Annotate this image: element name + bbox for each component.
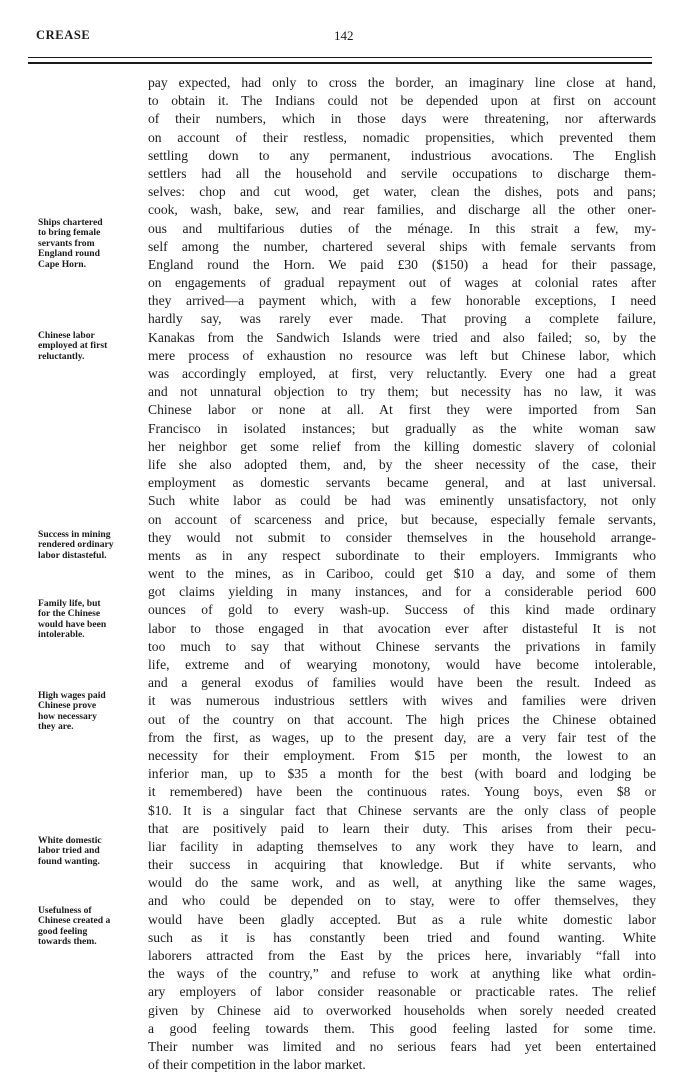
body-line: labor to those engaged in that avocation ever after distasteful It is not: [148, 620, 656, 636]
body-line: settlers had all the household and servile occupations to discharge them-: [148, 165, 656, 181]
body-line: on account of their restless, nomadic propensities, which prevented them: [148, 129, 656, 145]
body-line: inferior man, up to $35 a month for the best (with board and lodging be: [148, 766, 656, 782]
header-rule-thick: [28, 62, 652, 64]
body-line: ounces of gold to every wash-up. Success of this kind made ordinary: [148, 602, 656, 618]
margin-note-line: reluctantly.: [38, 350, 85, 362]
margin-note-line: Chinese created a: [38, 915, 111, 927]
body-line: necessity for their employment. From $15 per month, the lowest to an: [148, 747, 656, 763]
body-line: got claims yielding in many instances, and for a considerable period 600: [148, 584, 656, 600]
margin-note-line: they are.: [38, 721, 74, 733]
body-line: they arrived—a payment which, with a few honorable exceptions, I need: [148, 293, 656, 309]
body-line: such as it is has constantly been tried and found wanting. White: [148, 929, 656, 945]
margin-note-success-in-mining: [38, 530, 144, 561]
body-line: that are positively paid to learn their duty. This arises from their pecu-: [148, 820, 656, 836]
margin-note-line: White domestic: [38, 835, 102, 846]
body-line: Kanakas from the Sandwich Islands were tried and also failed; so, by the: [148, 329, 656, 345]
body-line: employment as domestic servants became general, and at last universal.: [148, 475, 656, 491]
body-line: too much to say that without Chinese servants the privations in family: [148, 638, 656, 654]
body-line: it remembered) have been the continuous rates. Young boys, even $8 or: [148, 784, 656, 800]
body-text: [148, 74, 656, 1074]
margin-note-line: employed at first: [38, 340, 108, 352]
running-head: CREASE: [36, 28, 91, 42]
body-line: hardly say, was rarely ever made. That proving a complete failure,: [148, 311, 656, 327]
body-line: would do the same work, and as well, at anything like the same wages,: [148, 875, 656, 891]
margin-note-line: labor tried and: [38, 845, 100, 857]
body-line: it was numerous industrious settlers with wives and families were driven: [148, 693, 656, 709]
body-line: the ways of the country,” and refuse to work at anything like what ordin-: [148, 966, 656, 982]
margin-note-line: would have been: [38, 618, 107, 630]
body-line: life, extreme and of wearying monotony, would have become intolerable,: [148, 657, 656, 672]
body-line: and who could be depended on to stay, were to offer themselves, they: [148, 893, 656, 909]
margin-note-line: Cape Horn.: [38, 258, 86, 270]
body-line: Francisco in isolated instances; but gradually as the white woman saw: [148, 420, 656, 436]
body-line: ments as in any respect subordinate to their employers. Immigrants who: [148, 547, 656, 563]
body-line: on engagements of gradual repayment out of wages at colonial rates after: [148, 275, 656, 291]
margin-note-line: intolerable.: [38, 629, 85, 641]
margin-note-white-domestic-labor: [38, 836, 144, 867]
margin-note-line: towards them.: [38, 936, 97, 948]
margin-note-usefulness: [38, 906, 144, 948]
body-line: went to the mines, as in Cariboo, could get $10 a day, and some of them: [148, 566, 656, 582]
margin-note-line: Chinese labor: [38, 330, 95, 341]
body-line: life she also adopted them, and, by the sheer necessity of the case, their: [148, 456, 656, 472]
body-line: and a general exodus of families would have been the result. Indeed as: [148, 675, 656, 691]
margin-note-line: England round: [38, 248, 100, 260]
margin-note-high-wages: [38, 691, 144, 733]
margin-note-line: Chinese prove: [38, 700, 97, 712]
margin-note-line: to bring female: [38, 227, 101, 239]
body-line: laborers attracted from the East by the prices here, invariably “fall into: [148, 948, 656, 963]
body-line: was accordingly employed, at first, very reluctantly. Every one had a great: [148, 366, 656, 381]
header-rule-thin: [28, 57, 652, 58]
body-line: liar facility in adapting themselves to any work they have to learn, and: [148, 838, 656, 854]
body-line: out of the country on that account. The high prices the Chinese obtained: [148, 711, 656, 727]
margin-note-line: labor distasteful.: [38, 549, 107, 561]
body-line: of their numbers, which in those days were threatening, nor afterwards: [148, 111, 656, 127]
page-number: 142: [334, 28, 354, 43]
margin-note-line: good feeling: [38, 925, 88, 937]
margin-note-line: Usefulness of: [38, 905, 92, 916]
body-line: on account of scarceness and price, but because, especially female servants,: [148, 511, 656, 527]
body-line: cook, wash, bake, sew, and rear families, and discharge all the other oner-: [148, 202, 656, 218]
body-line: settling down to any permanent, industrious avocations. The English: [148, 147, 656, 163]
body-line: selves: chop and cut wood, get water, clean the dishes, pots and pans;: [148, 184, 656, 200]
margin-note-line: how necessary: [38, 710, 97, 722]
body-line: given by Chinese aid to overworked households when sorely needed created: [148, 1002, 656, 1018]
margin-note-chinese-labor: [38, 331, 144, 362]
body-line: their success in acquiring that knowledge. But if white servants, who: [148, 857, 656, 873]
margin-note-line: Ships chartered: [38, 217, 103, 228]
body-line: a good feeling towards them. This good feeling lasted for some time.: [148, 1020, 656, 1036]
margin-note-line: found wanting.: [38, 855, 100, 867]
margin-note-family-life: [38, 599, 144, 641]
margin-note-line: Family life, but: [38, 598, 101, 609]
body-line: ous and multifarious duties of the ménage. In this strait a few, my-: [148, 220, 656, 236]
margin-note-ships-chartered: [38, 218, 144, 270]
body-line: to obtain it. The Indians could not be depended upon at first on account: [148, 93, 656, 109]
body-line: England round the Horn. We paid £30 ($150) a head for their passage,: [148, 256, 656, 272]
body-line: pay expected, had only to cross the border, an imaginary line close at hand,: [148, 75, 656, 90]
body-line: self among the number, chartered several ships with female servants from: [148, 238, 656, 254]
body-line: Their number was limited and no serious fears had yet been entertained: [148, 1038, 656, 1054]
body-line: they would not submit to consider themselves in the household arrange-: [148, 529, 656, 545]
body-line: $10. It is a singular fact that Chinese servants are the only class of people: [148, 802, 656, 818]
body-line: and not unnatural objection to try them; but necessity has no law, it was: [148, 384, 656, 400]
margin-note-line: rendered ordinary: [38, 539, 114, 551]
body-line: of their competition in the labor market.: [148, 1057, 366, 1073]
body-line: mere process of exhaustion no resource was left but Chinese labor, which: [148, 347, 656, 363]
margin-note-line: High wages paid: [38, 690, 106, 701]
body-line: her neighbor get some relief from the killing domestic slavery of colonial: [148, 438, 656, 454]
page-header: [36, 28, 656, 48]
body-line: Such white labor as could be had was eminently unsatisfactory, not only: [148, 493, 656, 509]
body-line: would have been gladly accepted. But as a rule white domestic labor: [148, 911, 656, 927]
margin-note-line: Success in mining: [38, 529, 111, 540]
body-line: from the first, as wages, up to the present day, are a very fair test of the: [148, 729, 656, 745]
margin-note-line: servants from: [38, 237, 95, 249]
body-line: Chinese labor or none at all. At first they were imported from San: [148, 402, 656, 418]
margin-note-line: for the Chinese: [38, 608, 101, 620]
body-line: ary employers of labor consider reasonable or practicable rates. The relief: [148, 984, 656, 1000]
